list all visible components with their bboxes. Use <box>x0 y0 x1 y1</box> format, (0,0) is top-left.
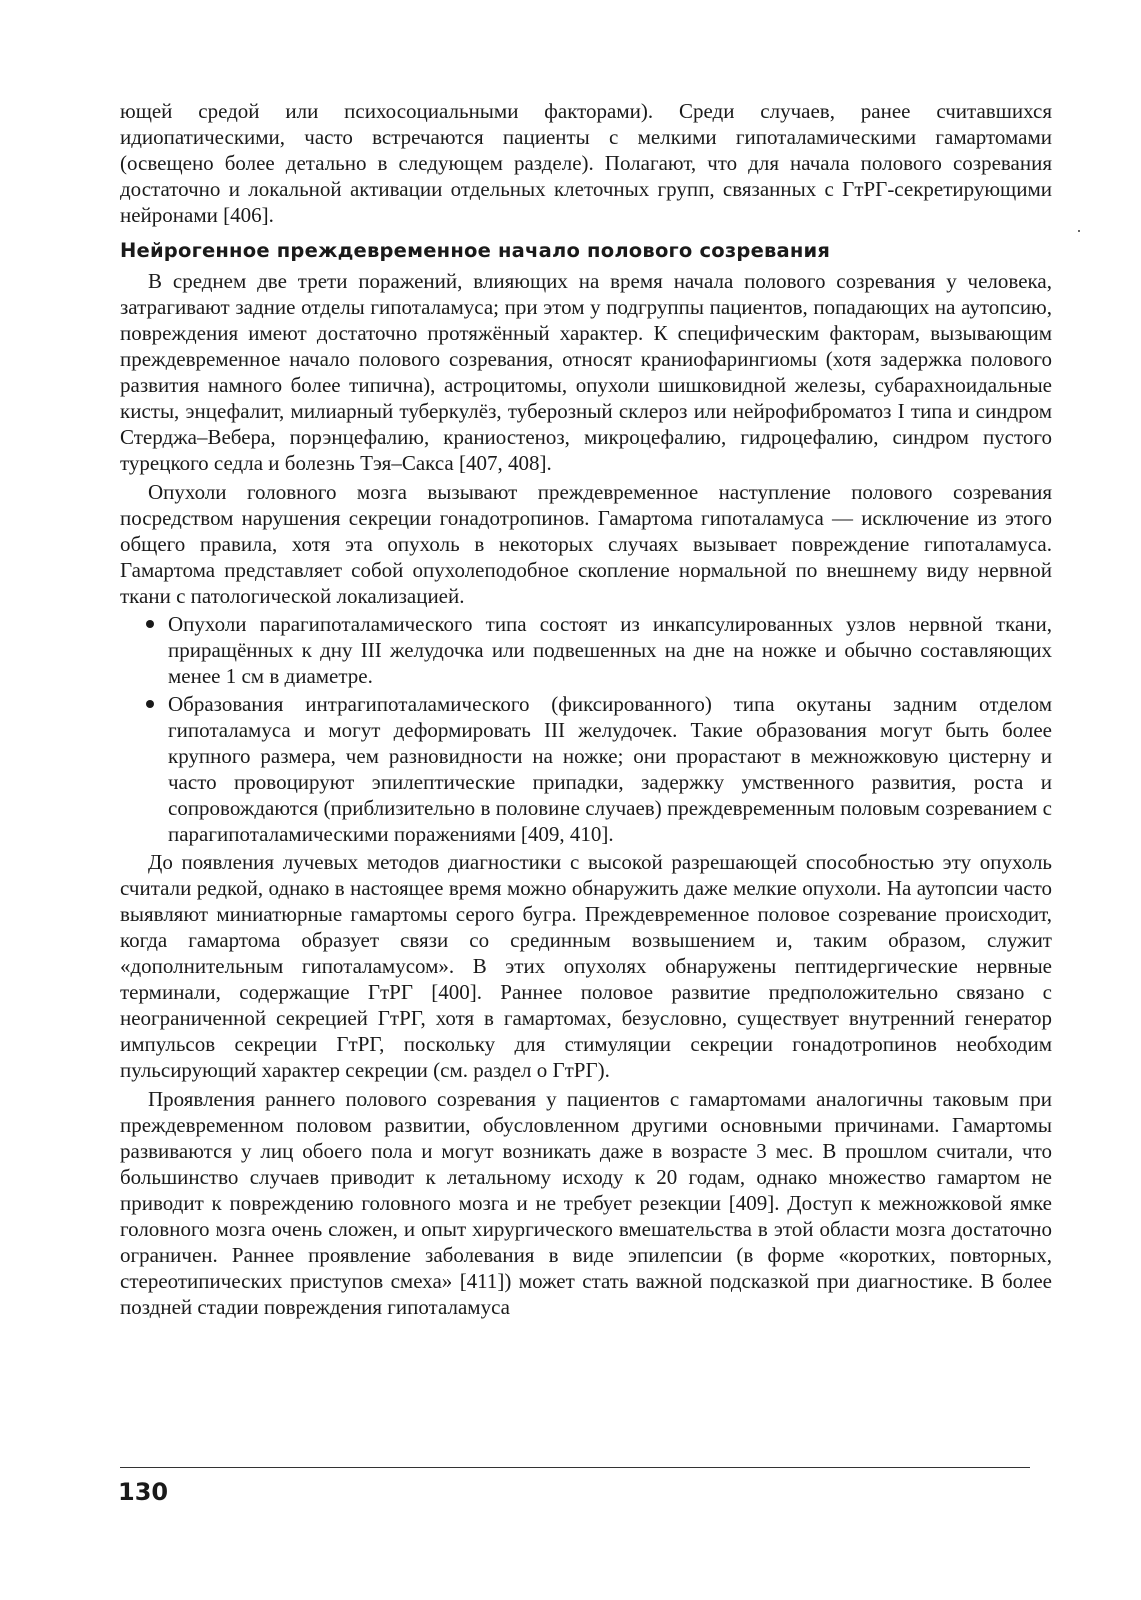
bullet-list <box>120 611 1052 847</box>
bullet-icon <box>146 620 154 628</box>
paragraph-continuation: ющей средой или психосоциальными факторами). Среди случаев, ранее считавшихся идиопатическими, часто встречаются пациенты с мелкими гипоталамическими гамартомами (освещено более детально в следующем разделе). Полагают, что для начала полового созревания достаточно и локальной активации отдельных клеточных групп, связанных с ГтРГ-секретирующими нейронами [406]. <box>120 99 1052 227</box>
page-body <box>120 98 1052 1320</box>
scan-speck <box>1078 230 1080 232</box>
paragraph: Опухоли головного мозга вызывают преждевременное наступление полового созревания посредством нарушения секреции гонадотропинов. Гамартома гипоталамуса — исключение из этого общего правила, хотя эта опухоль в некоторых случаях вызывает повреждение гипоталамуса. Гамартома представляет собой опухолеподобное скопление нормальной по внешнему виду нервной ткани с патологической локализацией. <box>120 480 1052 608</box>
footer-divider <box>120 1467 1030 1468</box>
list-item <box>168 611 1052 689</box>
bullet-icon <box>146 700 154 708</box>
page-number: 130 <box>118 1478 169 1506</box>
paragraph: До появления лучевых методов диагностики с высокой разрешающей способностью эту опухоль считали редкой, однако в настоящее время можно обнаружить даже мелкие опухоли. На аутопсии часто выявляют миниатюрные гамартомы серого бугра. Преждевременное половое созревание происходит, когда гамартома образует связи со срединным возвышением и, таким образом, служит «дополнительным гипоталамусом». В этих опухолях обнаружены пептидергические нервные терминали, содержащие ГтРГ [400]. Раннее половое развитие предположительно связано с неограниченной секрецией ГтРГ, хотя в гамартомах, безусловно, существует внутренний генератор импульсов секреции ГтРГ, поскольку для стимуляции секреции гонадотропинов необходим пульсирующий характер секреции (см. раздел о ГтРГ). <box>120 850 1052 1082</box>
list-item-text: Опухоли парагипоталамического типа состоят из инкапсулированных узлов нервной ткани, приращённых к дну III желудочка или подвешенных на дне на ножке и обычно составляющих менее 1 см в диаметре. <box>168 612 1052 688</box>
list-item-text: Образования интрагипоталамического (фиксированного) типа окутаны задним отделом гипоталамуса и могут деформировать III желудочек. Такие образования могут быть более крупного размера, чем разновидности на ножке; они прорастают в межножковую цистерну и часто провоцируют эпилептические припадки, задержку умственного развития, роста и сопровождаются (приблизительно в половине случаев) преждевременным половым созреванием с парагипоталамическими поражениями [409, 410]. <box>168 692 1052 846</box>
paragraph: Проявления раннего полового созревания у пациентов с гамартомами аналогичны таковым при преждевременном половом развитии, обусловленном другими основными причинами. Гамартомы развиваются у лиц обоего пола и могут возникать даже в возрасте 3 мес. В прошлом считали, что большинство случаев приводит к летальному исходу к 20 годам, однако множество гамартом не приводит к повреждению головного мозга и не требует резекции [409]. Доступ к межножковой ямке головного мозга очень сложен, и опыт хирургического вмешательства в этой области мозга достаточно ограничен. Раннее проявление заболевания в виде эпилепсии (в форме «коротких, повторных, стереотипических приступов смеха» [411]) может стать важной подсказкой при диагностике. В более поздней стадии повреждения гипоталамуса <box>120 1087 1052 1319</box>
list-item <box>168 691 1052 847</box>
paragraph: В среднем две трети поражений, влияющих на время начала полового созревания у человека, затрагивают задние отделы гипоталамуса; при этом у подгруппы пациентов, попадающих на аутопсию, повреждения имеют достаточно протяжённый характер. К специфическим факторам, вызывающим преждевременное начало полового созревания, относят краниофарингиомы (хотя задержка полового развития намного более типична), астроцитомы, опухоли шишковидной железы, субарахноидальные кисты, энцефалит, милиарный туберкулёз, туберозный склероз или нейрофиброматоз I типа и синдром Стерджа–Вебера, порэнцефалию, краниостеноз, микроцефалию, гидроцефалию, синдром пустого турецкого седла и болезнь Тэя–Сакса [407, 408]. <box>120 269 1052 475</box>
section-heading: Нейрогенное преждевременное начало полового созревания <box>120 239 831 262</box>
